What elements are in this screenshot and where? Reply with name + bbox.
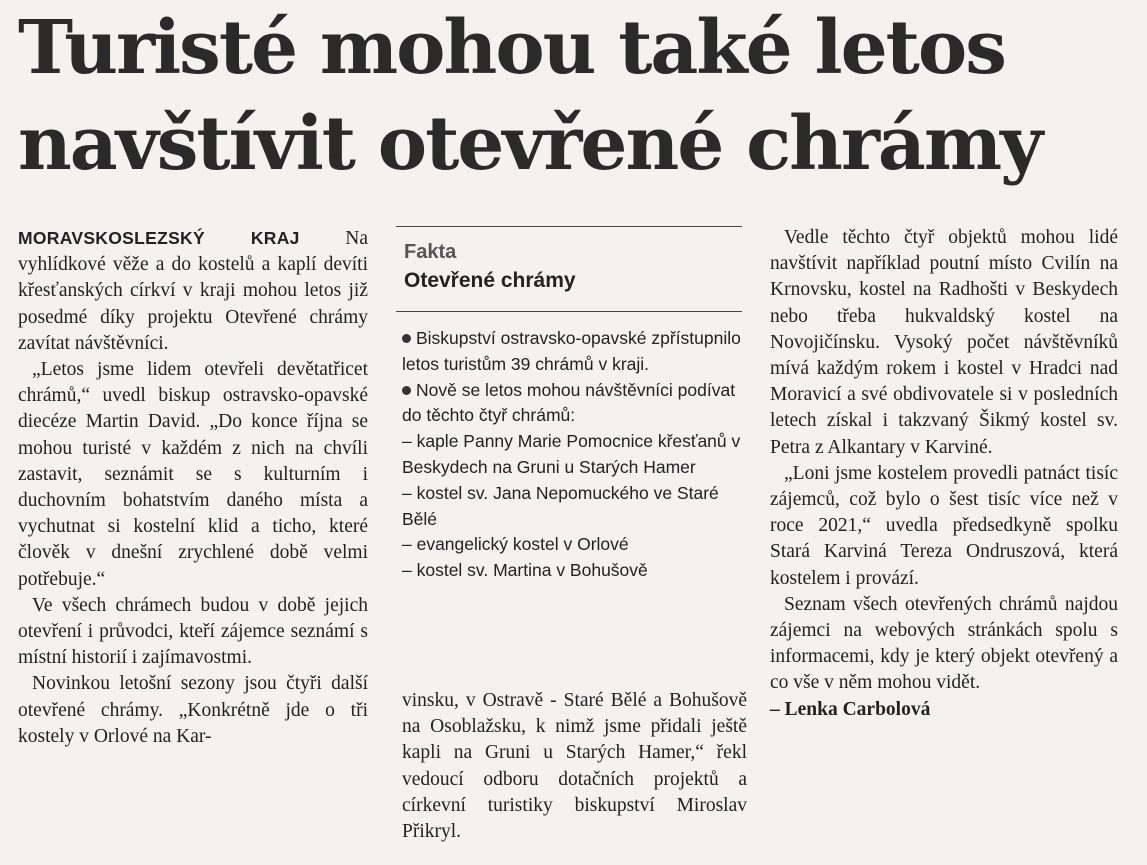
- bullet-icon: [402, 386, 411, 395]
- fact-item: [396, 378, 742, 430]
- fact-box-top-rule: [396, 226, 742, 227]
- paragraph-list-info: Seznam všech otevřených chrámů najdou zájemci na webových stránkách spolu s informacemi, kdy je který objekt otevřený a co vše v něm mohou vidět.: [770, 593, 1118, 694]
- article-column-2: [402, 688, 747, 845]
- bullet-icon: [402, 334, 411, 343]
- fact-item: [396, 326, 742, 378]
- paragraph-other-churches: Vedle těchto čtyř objektů mohou lidé navštívit například poutní místo Cvilín na Krnovsku, kostel na Radhošti v Beskydech nebo třeba hukvaldský kostel na Novojičínsku. Vysoký počet návštěvníků mívá každým rokem i kostel v Hradci nad Moravicí a své obdivovatele si v posledních letech získal i takzvaný Šikmý kostel sv. Petra z Alkantary v Karviné.: [770, 227, 1118, 458]
- article-column-1: [18, 225, 368, 750]
- paragraph-guides: Ve všech chrámech budou v době jejich otevření i průvodci, kteří zájemce seznámí s místní historií i zajímavostmi.: [18, 594, 368, 669]
- headline-line-1: Turisté mohou také letos: [18, 5, 1005, 91]
- fact-item-text: Nově se letos mohou návštěvníci podívat do těchto čtyř chrámů:: [402, 379, 736, 426]
- fact-box-kicker: Fakta: [404, 241, 457, 263]
- fact-box-title: Otevřené chrámy: [404, 269, 576, 292]
- lead-text: Na vyhlídkové věže a do kostelů a kaplí devíti křesťanských církví v kraji mohou letos již posedmé díky projektu Otevřené chrámy zavítat návštěvníci.: [18, 228, 368, 354]
- paragraph-novelty: Novinkou letošní sezony jsou čtyři další otevřené chrámy. „Konkrétně jde o tři kostely v Orlové na Kar-: [18, 673, 368, 747]
- fact-item: – kostel sv. Martina v Bohušově: [402, 560, 648, 581]
- paragraph-quote-association: „Loni jsme kostelem provedli patnáct tisíc zájemců, což bylo o šest tisíc více než v roce 2021,“ uvedla předsedkyně spolku Stará Karviná Tereza Ondruszová, která kostelem i provází.: [770, 462, 1118, 589]
- fact-item-text: Biskupství ostravsko-opavské zpřístupnilo letos turistům 39 chrámů v kraji.: [402, 328, 741, 374]
- fact-item: – evangelický kostel v Orlové: [402, 534, 629, 555]
- headline-line-2: navštívit otevřené chrámy: [18, 101, 1042, 187]
- fact-box: [396, 226, 742, 584]
- paragraph-quote-bishop: „Letos jsme lidem otevřeli devětatřicet chrámů,“ uvedl biskup ostravsko-opavské diecéze Martin David. „Do konce října se mohou turisté v každém z nich na chvíli zastavit, seznámit se s kulturním i duchovním bohatstvím daného místa a vychutnat si kostelní klid a ticho, které člověk v dnešní zrychlené době velmi potřebuje.“: [18, 359, 368, 590]
- fact-item: – kaple Panny Marie Pomocnice křesťanů v Beskydech na Gruni u Starých Hamer: [402, 431, 741, 477]
- headline: [18, 0, 1138, 192]
- lead-paragraph: [18, 225, 368, 357]
- paragraph-continuation: vinsku, v Ostravě - Staré Bělé a Bohušově na Osoblažsku, k nimž jsme přidali ještě kapli na Gruni u Starých Hamer,“ řekl vedoucí odboru dotačních projektů a církevní turistiky biskupství Miroslav Přikryl.: [402, 690, 747, 843]
- article-column-3: [770, 225, 1118, 723]
- fact-box-divider: [396, 311, 742, 312]
- fact-item: – kostel sv. Jana Nepomuckého ve Staré Bělé: [402, 482, 719, 529]
- author-signature: – Lenka Carbolová: [770, 698, 931, 720]
- dateline: MORAVSKOSLEZSKÝ KRAJ: [18, 228, 300, 248]
